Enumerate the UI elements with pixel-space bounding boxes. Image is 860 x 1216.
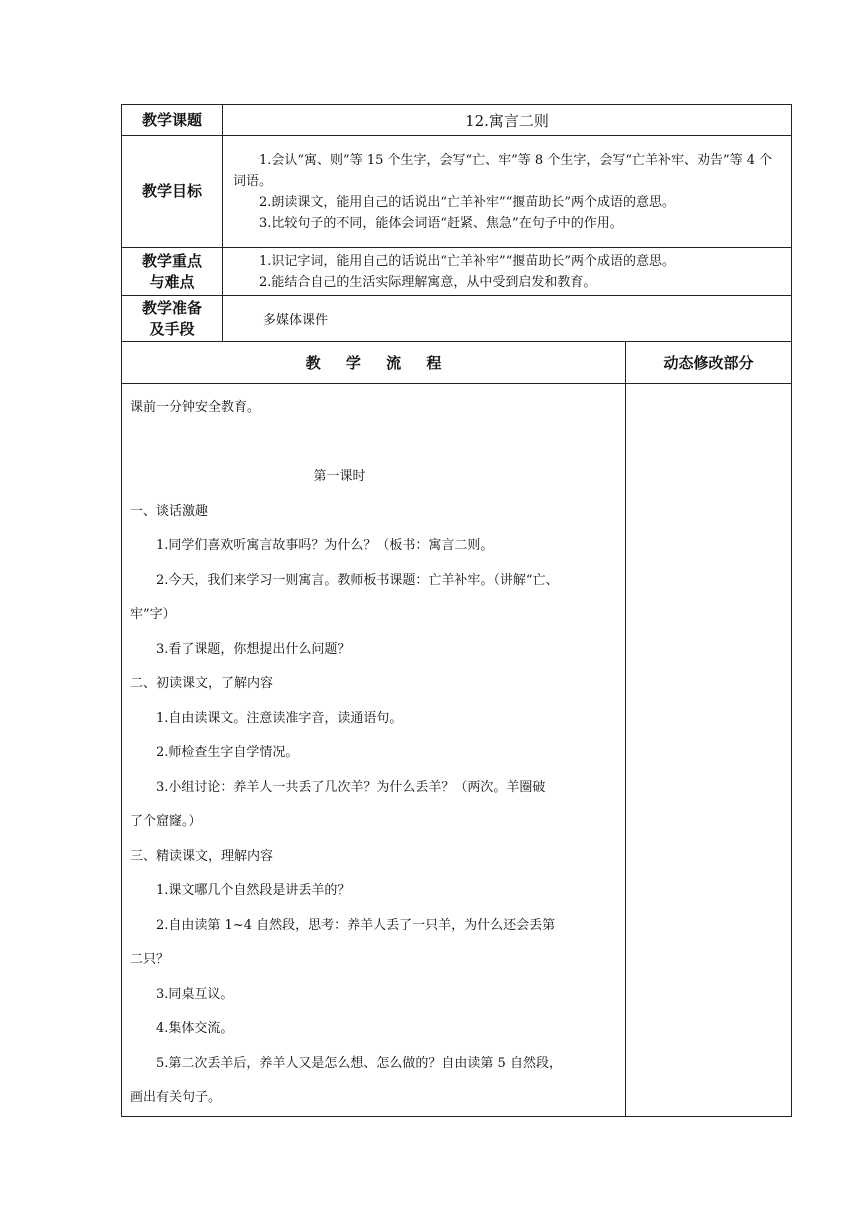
keypoints-row: [122, 248, 792, 296]
objectives-row: [122, 136, 792, 248]
spacer: [130, 426, 619, 461]
lesson-plan-table: [121, 104, 792, 1117]
lesson-title: 第一课时: [313, 469, 366, 484]
step-text: 4.集体交流。: [156, 1021, 234, 1036]
step-text: 1.课文哪几个自然段是讲丢羊的？: [156, 883, 351, 898]
topic-label: 教学课题: [122, 105, 223, 136]
objectives-content: [223, 136, 792, 248]
keypoint-item: 1.识记字词，能用自己的话说出“亡羊补牢”“揠苗助长”两个成语的意思。: [259, 253, 675, 269]
objectives-label: 教学目标: [122, 136, 223, 248]
step-text: 3.小组讨论：养羊人一共丢了几次羊？为什么丢羊？（两次。羊圈破: [156, 779, 546, 795]
step-text: 2.自由读第 1~4 自然段，思考：养羊人丢了一只羊，为什么还会丢第: [156, 917, 556, 933]
revision-header: 动态修改部分: [626, 342, 792, 384]
prep-label: 教学准备 及手段: [122, 296, 223, 342]
section-title: 一、谈话激趣: [130, 503, 209, 519]
process-header-row: [122, 342, 792, 384]
step-text: 2.师检查生字自学情况。: [156, 745, 299, 760]
section-title: 三、精读课文，理解内容: [130, 848, 274, 864]
section-title: 二、初读课文，了解内容: [130, 676, 274, 691]
step-text: 画出有关句子。: [130, 1090, 222, 1105]
step-text: 1.自由读课文。注意读准字音，读通语句。: [156, 710, 403, 726]
process-body-row: [122, 384, 792, 1117]
objective-item: 1.会认“寓、则”等 15 个生字，会写“亡、牢”等 8 个生字，会写“亡羊补牢、劝告”等 4 个词语。: [233, 152, 773, 189]
keypoint-item: 2.能结合自己的生活实际理解寓意，从中受到启发和教育。: [259, 274, 597, 290]
step-text: 二只？: [130, 952, 170, 967]
step-text: 2.今天，我们来学习一则寓言。教师板书课题：亡羊补牢。（讲解“亡、: [156, 572, 559, 588]
step-text: 牢”字）: [130, 607, 176, 622]
keypoints-label: 教学重点 与难点: [122, 248, 223, 296]
prep-row: [122, 296, 792, 342]
intro-text: 课前一分钟安全教育。: [130, 400, 261, 415]
keypoints-content: [223, 248, 792, 296]
step-text: 1.同学们喜欢听寓言故事吗？为什么？（板书：寓言二则。: [156, 538, 494, 553]
objective-item: 3.比较句子的不同，能体会词语“赶紧、焦急”在句子中的作用。: [259, 215, 623, 231]
prep-value: 多媒体课件: [223, 296, 792, 342]
revision-column: [626, 384, 792, 1117]
step-text: 了个窟窿。）: [130, 814, 202, 829]
step-text: 5.第二次丢羊后，养羊人又是怎么想、怎么做的？自由读第 5 自然段，: [156, 1055, 562, 1071]
step-text: 3.看了课题，你想提出什么问题？: [156, 641, 351, 657]
process-header: 教 学 流 程: [122, 342, 626, 384]
objective-item: 2.朗读课文，能用自己的话说出“亡羊补牢”“揠苗助长”两个成语的意思。: [259, 194, 675, 210]
topic-value: 12.寓言二则: [223, 105, 792, 136]
step-text: 3.同桌互议。: [156, 986, 234, 1002]
process-content: [122, 384, 626, 1117]
topic-row: [122, 105, 792, 136]
